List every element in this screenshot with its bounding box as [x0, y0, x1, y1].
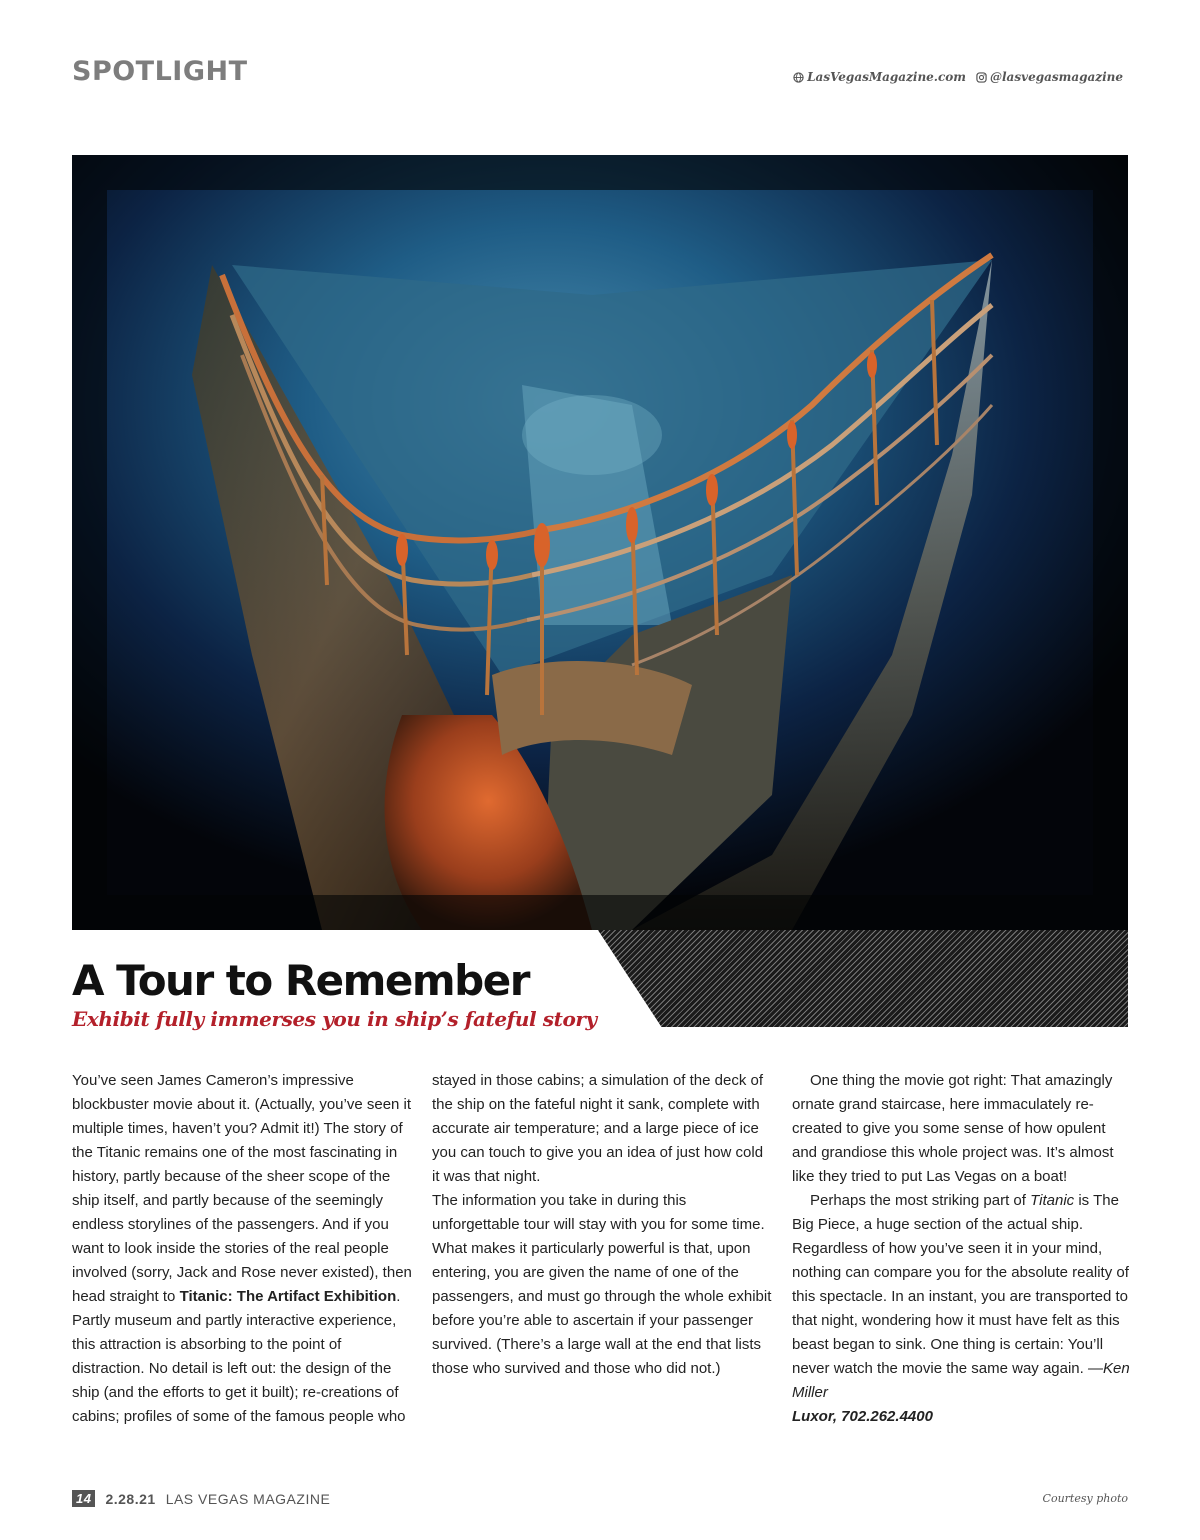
instagram-icon — [976, 72, 987, 83]
issue-date: 2.28.21 — [105, 1490, 156, 1507]
paragraph-1-end: . — [396, 1288, 401, 1305]
globe-icon — [793, 72, 804, 83]
paragraph-4: One thing the movie got right: That amazingly ornate grand staircase, here immaculately re-created to give you some sense of how opulent and grandiose this whole project was. It’s almost like they tried to put Las Vegas on a boat! — [792, 1072, 1114, 1185]
section-label: SPOTLIGHT — [72, 56, 248, 87]
paragraph-3: The information you take in during this unforgettable tour will stay with you for some time. What makes it particularly powerful is that, upon entering, you are given the name of one of the passengers, and must go through the whole exhibit before you’re able to ascertain if your passenger survived. (There’s a large wall at the end that lists those who survived and those who did not.) — [432, 1192, 772, 1377]
titanic-italic: Titanic — [1030, 1192, 1075, 1209]
venue-info: Luxor, 702.262.4400 — [792, 1408, 933, 1425]
article-subtitle: Exhibit fully immerses you in ship’s fateful story — [72, 1007, 597, 1031]
exhibition-name: Titanic: The Artifact Exhibition — [179, 1288, 397, 1305]
page-number: 14 — [72, 1490, 95, 1507]
paragraph-5 — [792, 1189, 1132, 1405]
website-link[interactable] — [793, 70, 966, 84]
paragraph-1-text: You’ve seen James Cameron’s impressive blockbuster movie about it. (Actually, you’ve seen it multiple times, haven’t you? Admit it!) The story of the Titanic remains one of the most fascinating in history, partly because of the sheer scope of the ship itself, and partly because of the seemingly endless storylines of the passengers. And if you want to look inside the stories of the real people involved (sorry, Jack and Rose never existed), then head straight to — [72, 1072, 412, 1305]
publication-name: LAS VEGAS MAGAZINE — [165, 1490, 331, 1507]
paragraph-2: Partly museum and partly interactive experience, this attraction is absorbing to the point of distraction. No detail is left out: the design of the ship (and the efforts to get it built); re-creations of cabins; profiles of some of the famous people who stayed in those cabins; a simulation of the deck of the ship on the fateful night it sank, complete with accurate air temperature; and a large piece of ice you can touch to give you an idea of just how cold it was that night. — [72, 1072, 764, 1425]
website-text: LasVegasMagazine.com — [807, 70, 966, 84]
titanic-bow-photo — [72, 155, 1128, 930]
article-title: A Tour to Remember — [72, 956, 529, 1005]
paragraph-1 — [72, 1069, 412, 1309]
page-footer — [72, 1490, 330, 1507]
instagram-link[interactable] — [976, 70, 1123, 84]
social-links — [793, 70, 1123, 84]
photo-credit: Courtesy photo — [1042, 1492, 1128, 1505]
instagram-text: @lasvegasmagazine — [990, 70, 1123, 84]
byline: —Ken Miller — [792, 1360, 1130, 1401]
article-column-3 — [792, 1069, 1132, 1429]
paragraph-5-text-end: is The Big Piece, a huge section of the actual ship. Regardless of how you’ve seen it in your mind, nothing can compare you for the absolute reality of this spectacle. In an instant, you are transported to that night, wondering how it must have felt as this beast began to sink. One thing is certain: You’ll never watch the movie the same way again. — [792, 1192, 1129, 1377]
decorative-hatch-band — [598, 930, 1128, 1027]
paragraph-5-text: Perhaps the most striking part of — [810, 1192, 1031, 1209]
column-flow — [72, 1069, 772, 1429]
shipwreck-illustration — [72, 155, 1128, 930]
